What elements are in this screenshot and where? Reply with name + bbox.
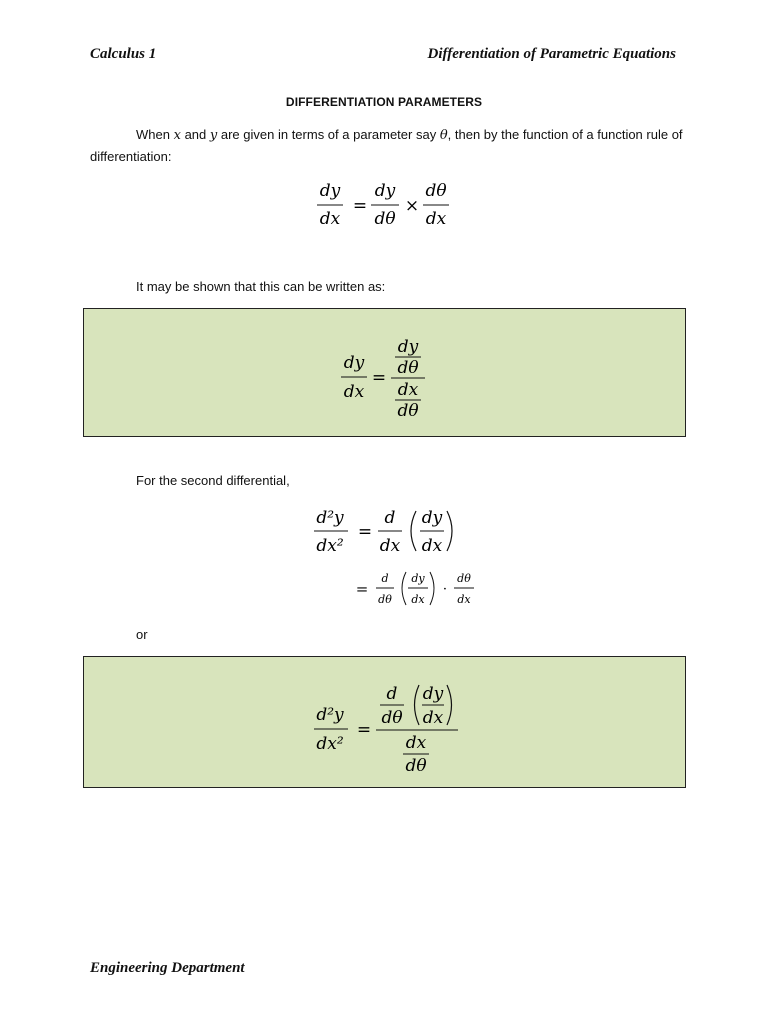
result-box-first-derivative [83,308,686,437]
eq4-equals: = [355,580,369,598]
second-derivative-equation-line2 [352,568,482,612]
eq4-in-den: dx [411,593,425,606]
eq2-equals: = [371,368,387,388]
eq3-equals: = [357,522,373,542]
eq1-lhs-den: dx [319,209,341,229]
eq3-in-num: dy [421,508,443,528]
or-text: or [136,627,148,642]
second-derivative-equation-line1 [306,502,466,562]
eq5-d-den: dθ [381,708,403,728]
intro-text-2: and [184,127,207,142]
result-box-second-derivative [83,656,686,788]
eq1-lhs-num: dy [319,181,341,201]
eq1-b-num: dθ [425,181,447,201]
intro-text-3: are given in terms of a parameter say [220,127,437,142]
eq5-lhs-num: d²y [316,705,344,725]
intro-text-1: When [136,127,170,142]
section-title: DIFFERENTIATION PARAMETERS [285,95,483,109]
boxed-second-derivative-equation [306,677,466,777]
intro-paragraph [90,124,690,167]
eq4-d-den: dθ [378,593,392,606]
eq3-lhs-den: dx² [316,536,344,556]
shown-text: It may be shown that this can be written as: [136,279,386,294]
eq4-left-paren [402,572,406,605]
eq1-equals: = [352,196,368,216]
eq3-right-paren [447,511,452,551]
second-differential-text: For the second differential, [136,473,290,488]
eq2-bot-num: dx [397,380,419,400]
eq3-lhs-num: d²y [316,508,344,528]
eq4-c-den: dx [457,593,471,606]
eq5-left-paren [415,685,420,725]
eq5-d-num: d [386,684,398,704]
eq3-left-paren [411,511,416,551]
eq1-a-den: dθ [374,209,396,229]
eq5-in-num: dy [422,684,444,704]
eq4-in-num: dy [411,572,425,585]
chain-rule-equation [310,172,470,236]
eq4-c-num: dθ [457,572,471,585]
eq2-lhs-den: dx [343,382,365,402]
var-x: x [173,128,181,143]
eq3-d-num: d [384,508,396,528]
eq4-d-num: d [381,572,389,585]
eq1-times: × [404,196,420,216]
eq5-right-paren [447,685,452,725]
footer-department: Engineering Department [90,960,245,976]
header-course-title: Calculus 1 [90,46,157,62]
eq4-dot: · [442,582,448,597]
var-theta: θ [439,128,448,143]
eq5-lhs-den: dx² [316,734,344,754]
eq5-bot-num: dx [405,733,427,753]
eq5-equals: = [356,720,372,740]
boxed-first-derivative-equation [334,333,444,423]
eq2-top-den: dθ [397,358,419,378]
eq3-in-den: dx [421,536,443,556]
header-topic-title: Differentiation of Parametric Equations [427,46,676,62]
eq2-lhs-num: dy [343,353,365,373]
eq2-top-num: dy [397,337,419,357]
eq2-bot-den: dθ [397,401,419,421]
eq3-d-den: dx [379,536,401,556]
var-y: y [209,128,218,143]
eq5-bot-den: dθ [405,756,427,776]
eq5-in-den: dx [422,708,444,728]
intro-text-4: , then by the function of a function rule of differentiation: [90,127,683,164]
eq1-b-den: dx [425,209,447,229]
eq4-right-paren [430,572,434,605]
eq1-a-num: dy [374,181,396,201]
